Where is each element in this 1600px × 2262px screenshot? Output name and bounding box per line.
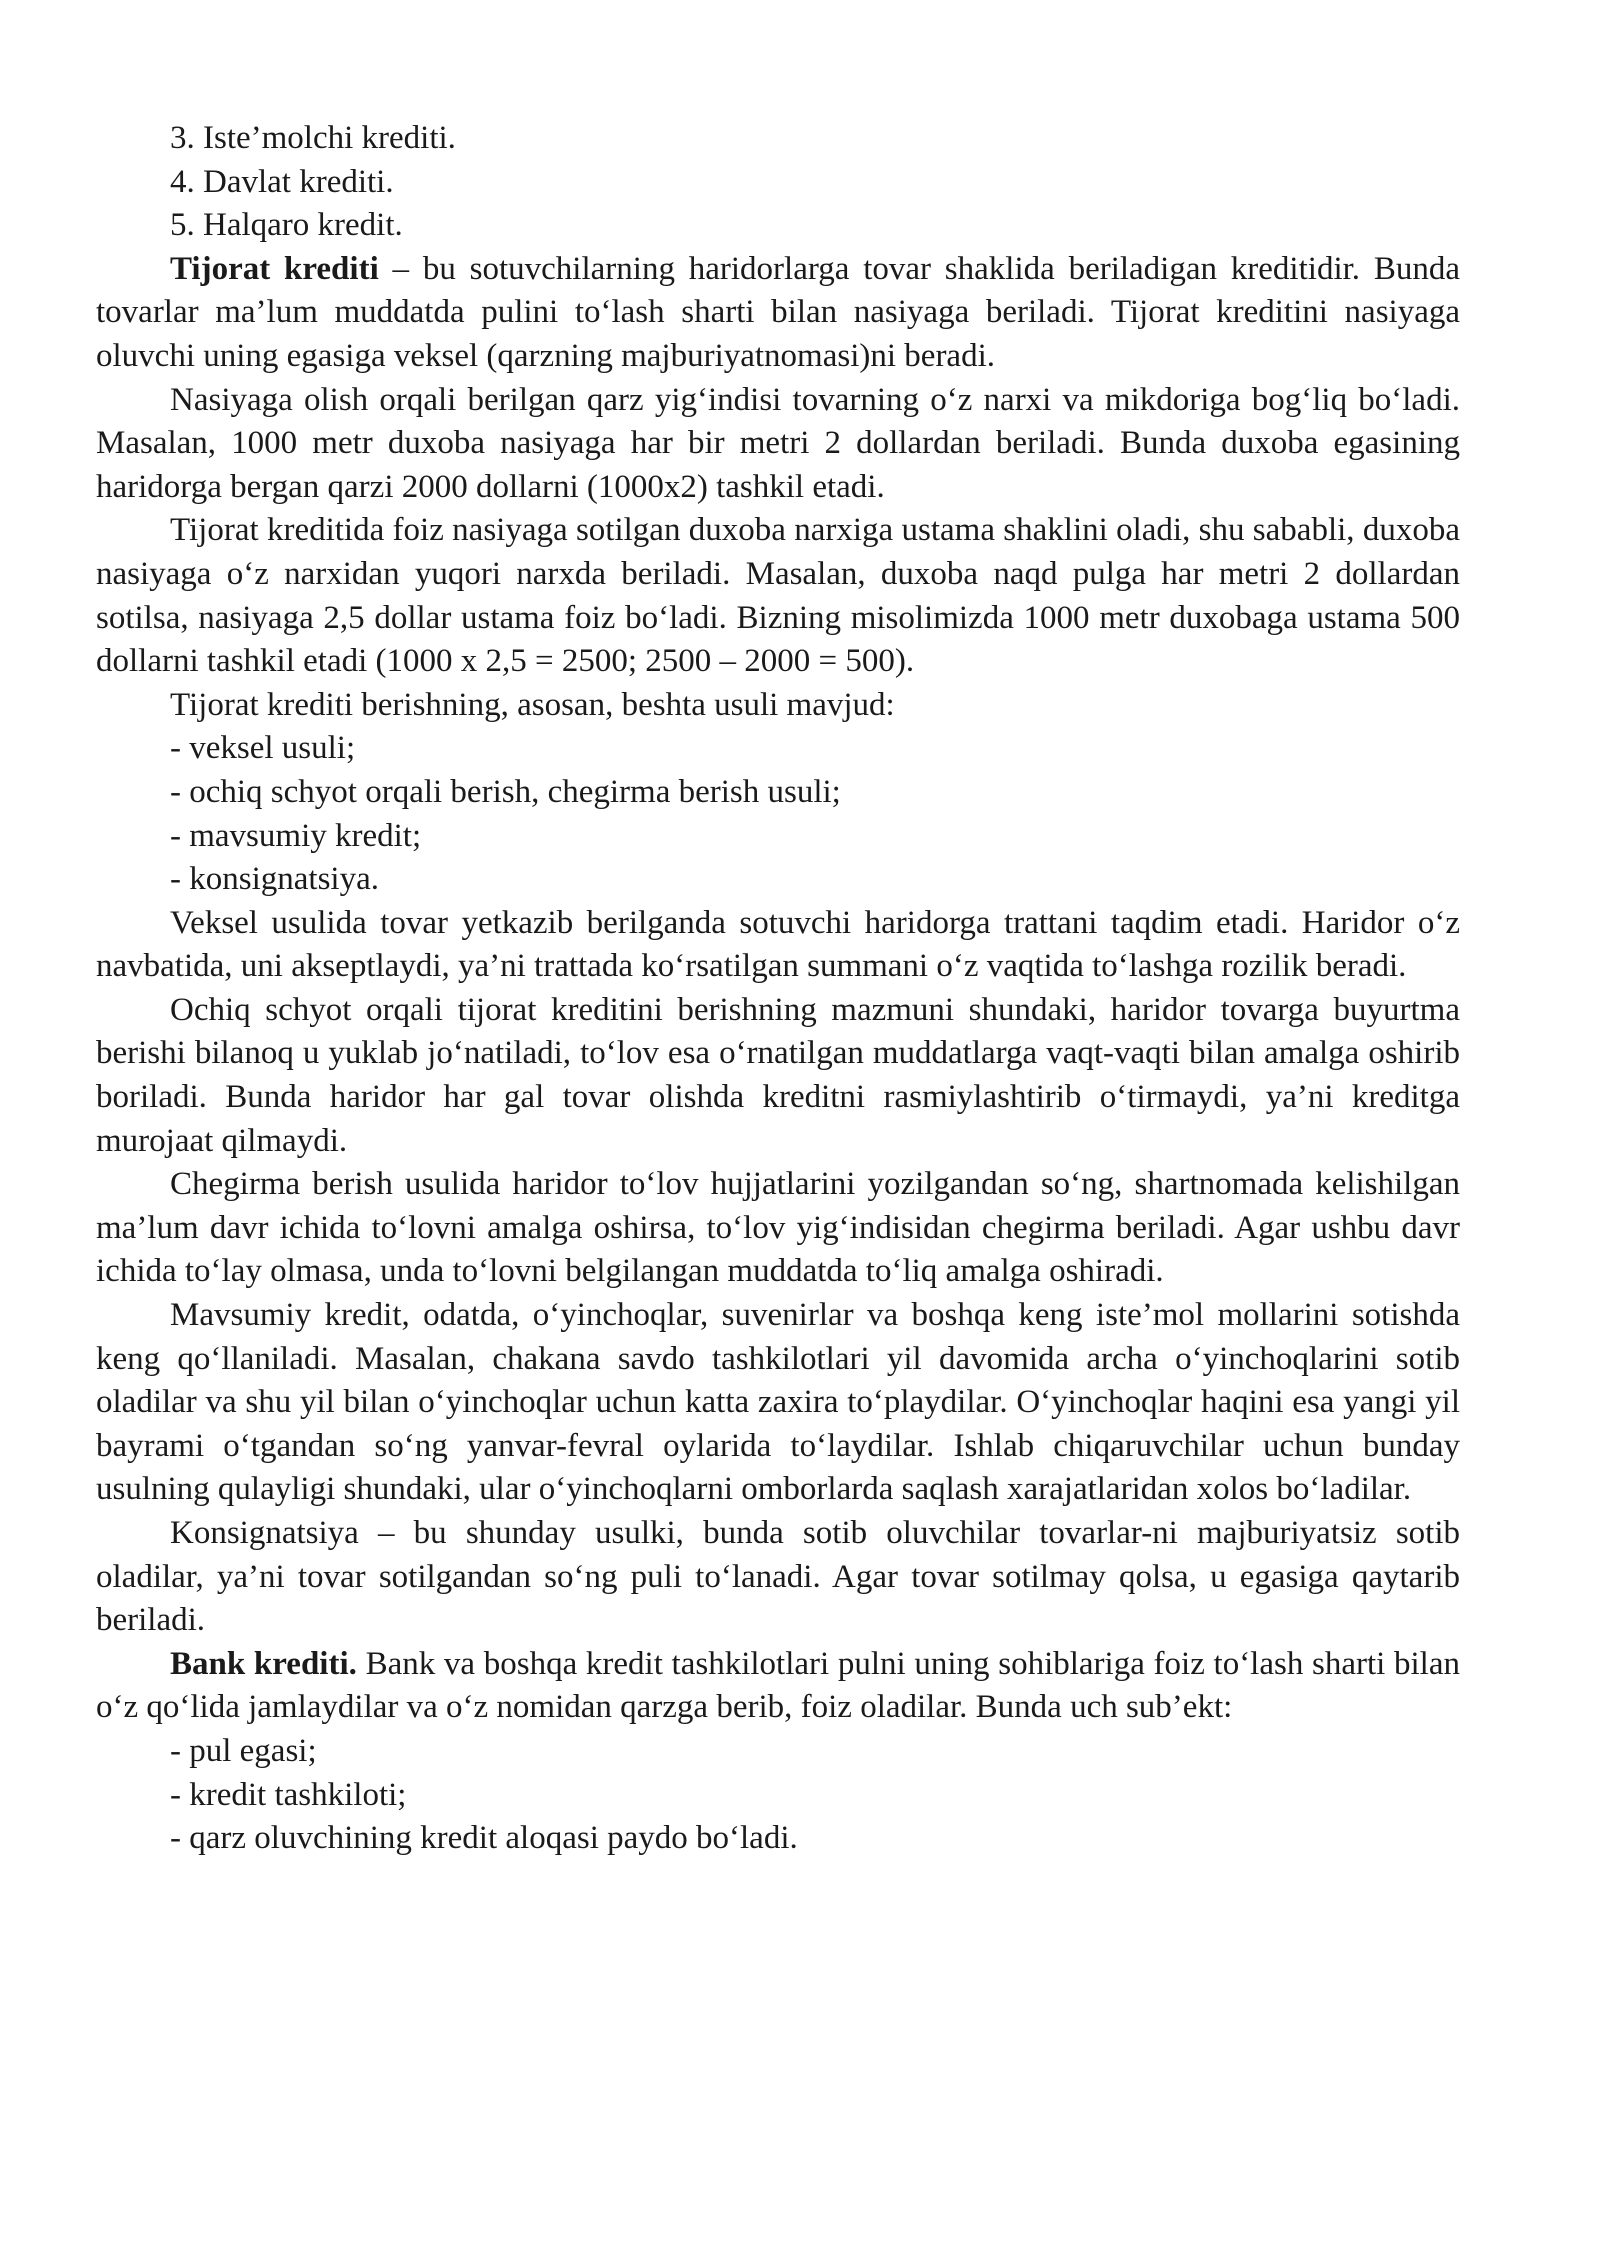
paragraph-text: Bank va boshqa kredit tashkilotlari pulni uning sohiblariga foiz to‘lash sharti bilan o‘z qo‘lida jamlaydilar va o‘z nomidan qarzga berib, foiz oladilar. Bunda uch sub’ekt:	[96, 1645, 1460, 1726]
term-tijorat-krediti: Tijorat krediti	[170, 250, 379, 287]
list-item: - mavsumiy kredit;	[170, 817, 422, 854]
list-item: - pul egasi;	[170, 1732, 317, 1769]
paragraph-konsignatsiya: Konsignatsiya – bu shunday usulki, bunda sotib oluvchilar tovarlar-ni majburiyatsiz sotib oladilar, ya’ni tovar sotilgandan so‘ng puli to‘lanadi. Agar tovar sotilmay qolsa, u egasiga qaytarib beriladi.	[96, 1515, 1460, 1639]
paragraph-foiz: Tijorat kreditida foiz nasiyaga sotilgan duxoba narxiga ustama shaklini oladi, shu sababli, duxoba nasiyaga o‘z narxidan yuqori narxda beriladi. Masalan, duxoba naqd pulga har metri 2 dollardan sotilsa, nasiyaga 2,5 dollar ustama foiz bo‘ladi. Bizning misolimizda 1000 metr duxobaga ustama 500 dollarni tashkil etadi (1000 x 2,5 = 2500; 2500 – 2000 = 500).	[96, 512, 1460, 680]
list-item: - kredit tashkiloti;	[170, 1776, 407, 1813]
list-item: - qarz oluvchining kredit aloqasi paydo bo‘ladi.	[170, 1820, 798, 1857]
paragraph-text: – bu sotuvchilarning haridorlarga tovar shaklida beriladigan kreditidir. Bunda tovarlar ma’lum muddatda pulini to‘lash sharti bilan nasiyaga beriladi. Tijorat kreditini nasiyaga oluvchi uning egasiga veksel (qarzning majburiyatnomasi)ni beradi.	[96, 250, 1460, 374]
paragraph-bank-krediti	[96, 1643, 1460, 1730]
paragraph-nasiya: Nasiyaga olish orqali berilgan qarz yig‘indisi tovarning o‘z narxi va mikdoriga bog‘liq bo‘ladi. Masalan, 1000 metr duxoba nasiyaga har bir metri 2 dollardan beriladi. Bunda duxoba egasining haridorga bergan qarzi 2000 dollarni (1000x2) tashkil etadi.	[96, 381, 1460, 505]
paragraph-ochiq-schyot: Ochiq schyot orqali tijorat kreditini berishning mazmuni shundaki, haridor tovarga buyurtma berishi bilanoq u yuklab jo‘natiladi, to‘lov esa o‘rnatilgan muddatlarga vaqt-vaqti bilan amalga oshirib boriladi. Bunda haridor har gal tovar olishda kreditni rasmiylashtirib o‘tirmaydi, ya’ni kreditga murojaat qilmaydi.	[96, 991, 1460, 1159]
list-item: 3. Iste’molchi krediti.	[170, 120, 456, 156]
list-item: 4. Davlat krediti.	[170, 163, 394, 200]
list-item: - veksel usuli;	[170, 730, 356, 767]
paragraph-chegirma: Chegirma berish usulida haridor to‘lov hujjatlarini yozilgandan so‘ng, shartnomada kelishilgan ma’lum davr ichida to‘lovni amalga oshirsa, to‘lov yig‘indisidan chegirma beriladi. Agar ushbu davr ichida to‘lay olmasa, unda to‘lovni belgilangan muddatda to‘liq amalga oshiradi.	[96, 1166, 1460, 1290]
paragraph-tijorat-krediti	[96, 248, 1460, 379]
list-item: - konsignatsiya.	[170, 861, 379, 898]
list-item: 5. Halqaro kredit.	[170, 207, 403, 244]
document-page	[96, 117, 1460, 1861]
paragraph-veksel: Veksel usulida tovar yetkazib berilganda sotuvchi haridorga trattani taqdim etadi. Haridor o‘z navbatida, uni akseptlaydi, ya’ni trattada ko‘rsatilgan summani o‘z vaqtida to‘lashga rozilik beradi.	[96, 904, 1460, 985]
term-bank-krediti: Bank krediti.	[170, 1645, 357, 1682]
list-item: - ochiq schyot orqali berish, chegirma berish usuli;	[170, 773, 841, 810]
paragraph-mavsumiy: Mavsumiy kredit, odatda, o‘yinchoqlar, suvenirlar va boshqa keng iste’mol mollarini sotishda keng qo‘llaniladi. Masalan, chakana savdo tashkilotlari yil davomida archa o‘yinchoqlarini sotib oladilar va shu yil bilan o‘yinchoqlar uchun katta zaxira to‘playdilar. O‘yinchoqlar haqini esa yangi yil bayrami o‘tgandan so‘ng yanvar-fevral oylarida to‘laydilar. Ishlab chiqaruvchilar uchun bunday usulning qulayligi shundaki, ular o‘yinchoqlarni omborlarda saqlash xarajatlaridan xolos bo‘ladilar.	[96, 1297, 1460, 1508]
paragraph-usullar-intro: Tijorat krediti berishning, asosan, beshta usuli mavjud:	[170, 686, 895, 723]
